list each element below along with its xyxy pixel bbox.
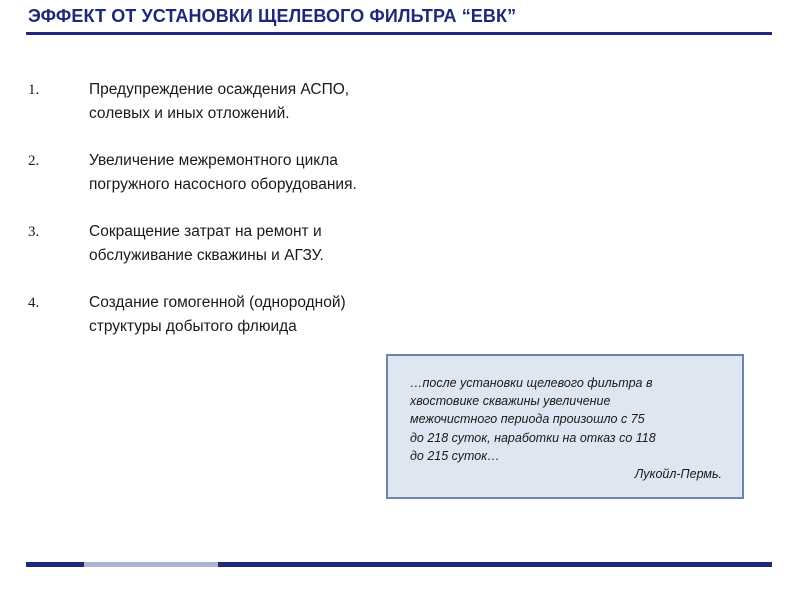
quote-line: хвостовике скважины увеличение (410, 394, 611, 409)
list-item (28, 291, 448, 339)
quote-line: межочистного периода произошло с 75 (410, 412, 645, 427)
list-item-text-line: погружного насосного оборудования. (89, 176, 357, 193)
list-item-text-line: обслуживание скважины и АГЗУ. (89, 247, 324, 264)
list-item-number: 1. (28, 82, 40, 98)
quote-line: до 218 суток, наработки на отказ со 118 (410, 430, 656, 445)
list-item-number: 4. (28, 295, 40, 311)
list-item (28, 220, 448, 268)
list-item-number: 2. (28, 153, 40, 169)
list-item-text-line: Создание гомогенной (однородной) (89, 294, 346, 311)
quote-line: до 215 суток… (410, 448, 500, 463)
list-item-text-line: Увеличение межремонтного цикла (89, 152, 338, 169)
list-item-text-line: Предупреждение осаждения АСПО, (89, 81, 350, 98)
slide-title: ЭФФЕКТ ОТ УСТАНОВКИ ЩЕЛЕВОГО ФИЛЬТРА “ЕВК” (28, 6, 517, 26)
list-item-text-line: структуры добытого флюида (89, 318, 297, 335)
quote-line: …после установки щелевого фильтра в (410, 376, 653, 390)
list-item-text-line: солевых и иных отложений. (89, 105, 290, 122)
quote-source: Лукойл-Пермь. (634, 467, 722, 482)
footer-divider-highlight (84, 562, 218, 567)
list-item (28, 149, 448, 197)
list-item-text-line: Сокращение затрат на ремонт и (89, 223, 322, 240)
quote-text (410, 374, 724, 465)
footer-divider (26, 562, 772, 567)
list-item-number: 3. (28, 224, 40, 240)
title-divider (26, 32, 772, 35)
effects-list (28, 78, 448, 362)
quote-box (386, 354, 744, 499)
list-item (28, 78, 448, 126)
